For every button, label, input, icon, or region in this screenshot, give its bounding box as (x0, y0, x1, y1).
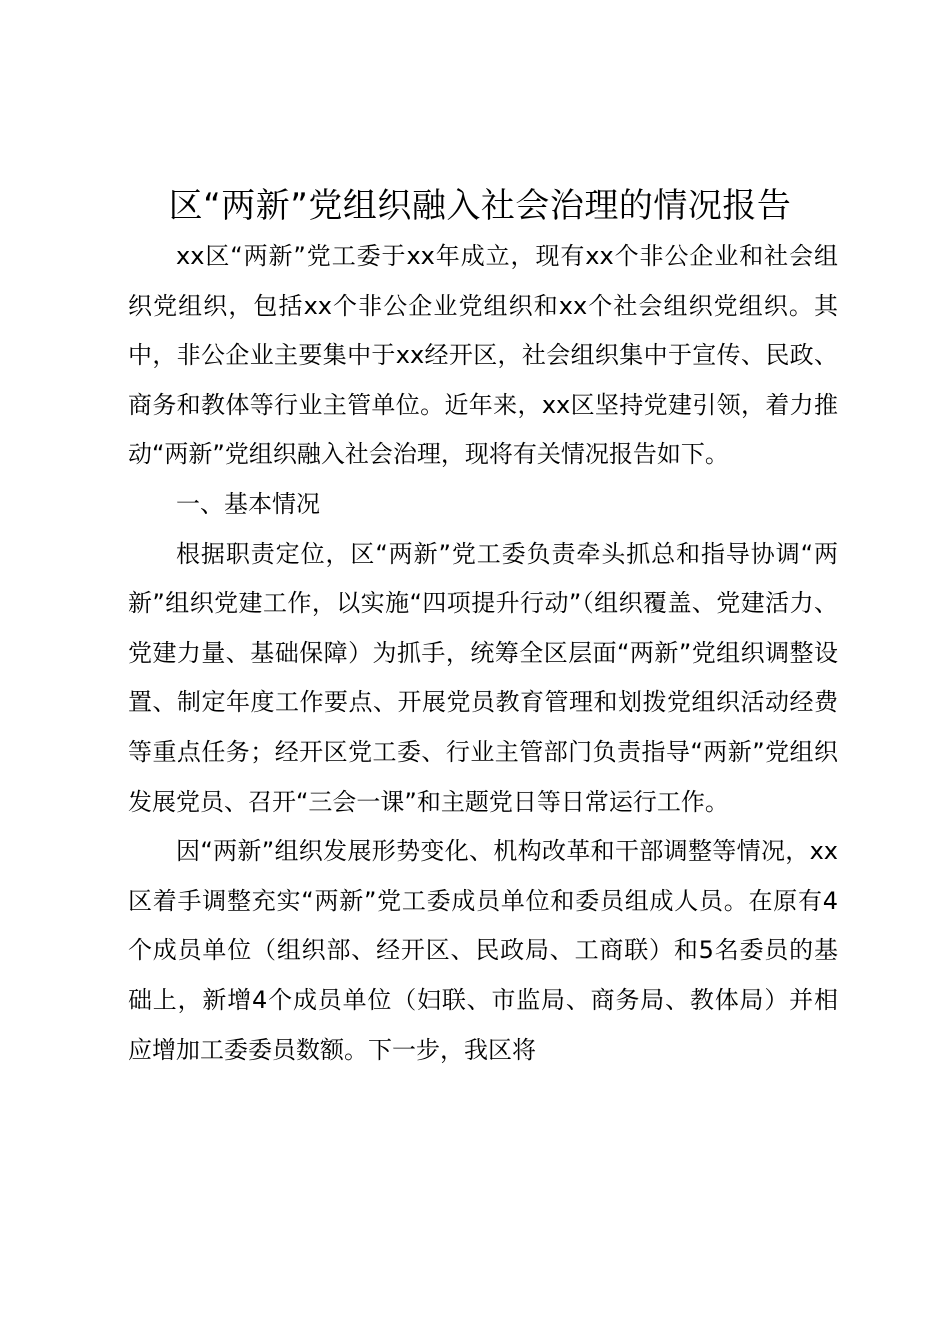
paragraph-intro: xx区“两新”党工委于xx年成立，现有xx个非公企业和社会组织党组织，包括xx个非公企业党组织和xx个社会组织党组织。其中，非公企业主要集中于xx经开区，社会组织集中于宣传、民政、商务和教体等行业主管单位。近年来，xx区坚持党建引领，着力推动“两新”党组织融入社会治理，现将有关情况报告如下。 (128, 242, 838, 469)
section-heading-basic: 一、基本情况 (176, 489, 320, 518)
document-title: 区“两新”党组织融入社会治理的情况报告 (168, 186, 792, 226)
paragraph-responsibilities: 根据职责定位，区“两新”党工委负责牵头抓总和指导协调“两新”组织党建工作，以实施“四项提升行动”（组织覆盖、党建活力、党建力量、基础保障）为抓手，统筹全区层面“两新”党组织调整设置、制定年度工作要点、开展党员教育管理和划拨党组织活动经费等重点任务；经开区党工委、行业主管部门负责指导“两新”党组织发展党员、召开“三会一课”和主题党日等日常运行工作。 (128, 539, 838, 816)
paragraph-adjustment: 因“两新”组织发展形势变化、机构改革和干部调整等情况，xx区着手调整充实“两新”党工委成员单位和委员组成人员。在原有4个成员单位（组织部、经开区、民政局、工商联）和5名委员的基础上，新增4个成员单位（妇联、市监局、商务局、教体局）并相应增加工委委员数额。下一步，我区将 (128, 837, 838, 1064)
document-body (128, 232, 838, 1075)
